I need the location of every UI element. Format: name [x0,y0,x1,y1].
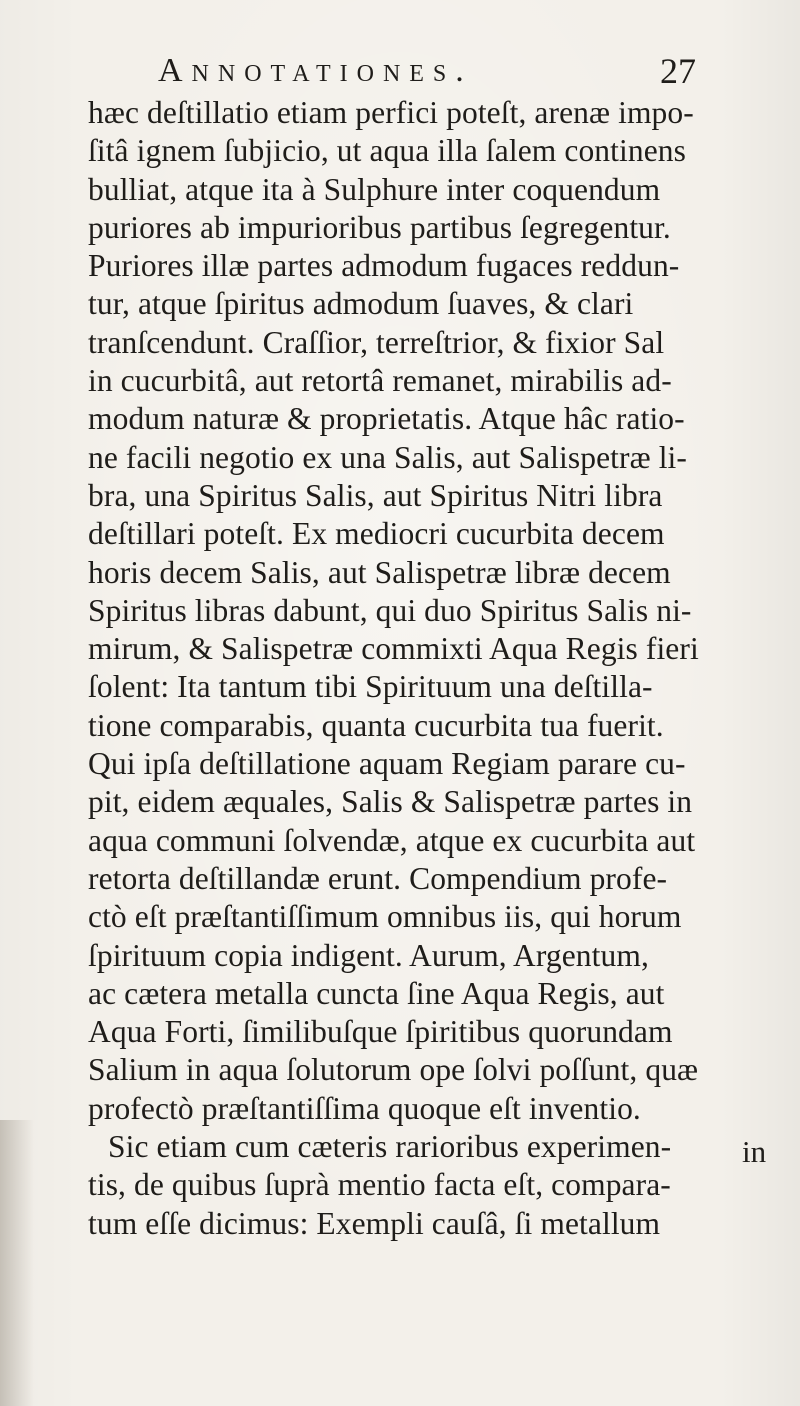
text-line: deſtillari poteſt. Ex mediocri cucurbita decem [88,516,665,552]
text-line: ctò eſt præſtantiſſimum omnibus iis, qui horum [88,899,682,935]
text-line: ac cætera metalla cuncta ſine Aqua Regis, aut [88,975,665,1011]
text-line: mirum, & Salispetræ commixti Aqua Regis fieri [88,631,699,667]
text-line: Sic etiam cum cæteris rarioribus experimen- [108,1129,672,1165]
text-line: horis decem Salis, aut Salispetræ libræ decem [88,554,671,590]
text-line: bra, una Spiritus Salis, aut Spiritus Nitri libra [88,477,663,513]
text-line: Qui ipſa deſtillatione aquam Regiam parare cu- [88,746,686,782]
text-line: tum eſſe dicimus: Exempli cauſâ, ſi metallum [88,1205,661,1241]
text-line: tis, de quibus ſuprà mentio facta eſt, compara- [88,1167,671,1203]
text-line: ſpirituum copia indigent. Aurum, Argentum, [88,937,649,973]
text-line: Spiritus libras dabunt, qui duo Spiritus Salis ni- [88,592,692,628]
running-head: Annotationes. [158,52,473,89]
text-line: modum naturæ & proprietatis. Atque hâc ratio- [88,401,685,437]
text-line: ſolent: Ita tantum tibi Spirituum una deſtilla- [88,669,653,705]
text-line: pit, eidem æquales, Salis & Salispetræ partes in [88,784,693,820]
text-line: Puriores illæ partes admodum fugaces reddun- [88,248,680,284]
text-line: in cucurbitâ, aut retortâ remanet, mirabilis ad- [88,363,672,399]
text-line: tranſcendunt. Craſſior, terreſtrior, & fixior Sal [88,324,665,360]
text-line: bulliat, atque ita à Sulphure inter coquendum [88,171,661,207]
text-line: Aqua Forti, ſimilibuſque ſpiritibus quorundam [88,1014,673,1050]
text-line: Salium in aqua ſolutorum ope ſolvi poſſunt, quæ [88,1052,699,1088]
text-line: ne facili negotio ex una Salis, aut Salispetræ li- [88,439,687,475]
text-line: tur, atque ſpiritus admodum ſuaves, & clari [88,286,634,322]
text-line: tione comparabis, quanta cucurbita tua fuerit. [88,707,664,743]
page-edge-shadow [0,1120,34,1406]
text-line: hæc deſtillatio etiam perfici poteſt, arenæ impo- [88,95,694,130]
catchword: in [742,1134,767,1169]
text-line: puriores ab impurioribus partibus ſegregentur. [88,209,671,245]
page-number: 27 [660,51,696,91]
text-line: retorta deſtillandæ erunt. Compendium profe- [88,860,668,896]
text-line: aqua communi ſolvendæ, atque ex cucurbita aut [88,822,696,858]
text-line: profectò præſtantiſſima quoque eſt inventio. [88,1090,641,1126]
body-text [88,94,788,1243]
text-line: ſitâ ignem ſubjicio, ut aqua illa ſalem continens [88,133,687,169]
